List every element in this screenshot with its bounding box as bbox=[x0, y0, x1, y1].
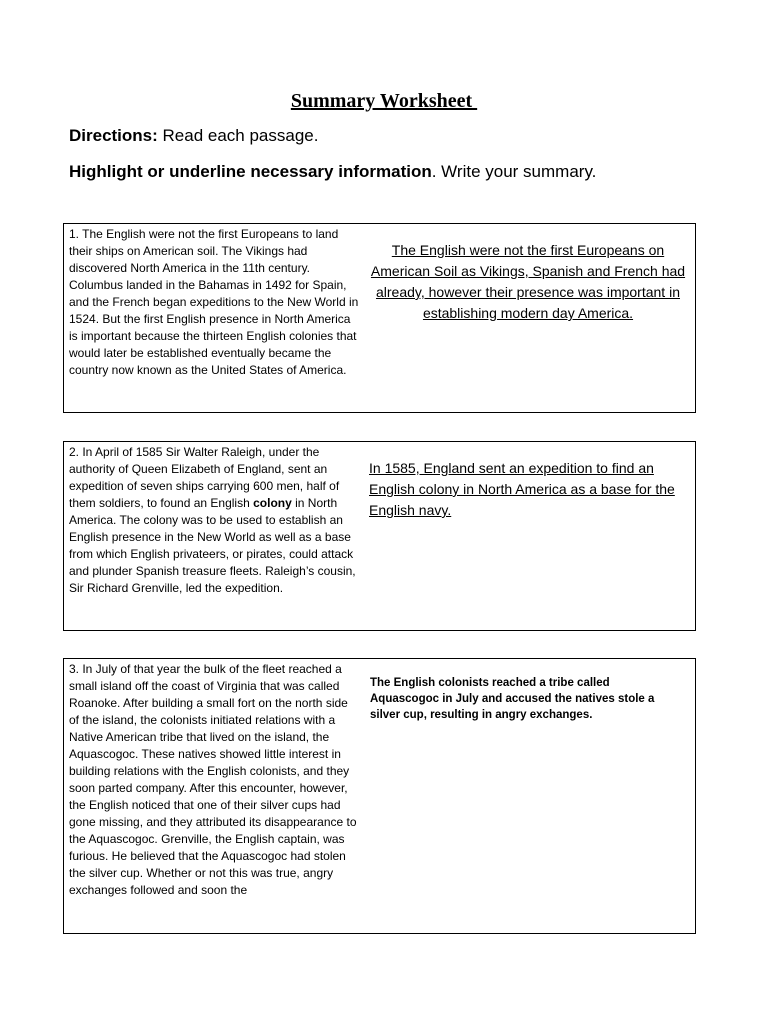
passage-2-bold-word: colony bbox=[253, 496, 292, 510]
passage-text-2 bbox=[69, 444, 359, 597]
instructions-text: . Write your summary. bbox=[431, 162, 597, 181]
passage-text-1: 1. The English were not the first Europeans to land their ships on American soil. The Vikings had discovered North America in the 11th century. Columbus landed in the Bahamas in 1492 for Spain, and the French began expeditions to the New World in 1524. But the first English presence in North America is important because the thirteen English colonies that would later be established eventually became the country now known as the United States of America. bbox=[69, 227, 359, 377]
instructions-line bbox=[69, 160, 729, 184]
passage-2-part-2: in North America. The colony was to be used to establish an English presence in the New World as well as a base from which English privateers, or pirates, could attack and plunder Spanish treasure fleets. Raleigh’s cousin, Sir Richard Grenville, led the expedition. bbox=[69, 496, 356, 595]
passage-2-part-1: 2. In April of 1585 Sir Walter Raleigh, under the authority of Queen Elizabeth of England, sent an expedition of seven ships carrying 600 men, half of them soldiers, to found an English bbox=[69, 445, 340, 510]
instructions-bold: Highlight or underline necessary information bbox=[69, 162, 432, 181]
passage-box-1 bbox=[63, 223, 696, 413]
passage-text-3: 3. In July of that year the bulk of the fleet reached a small island off the coast of Virginia that was called Roanoke. After building a small fort on the north side of the island, the colonists initiated relations with a Native American tribe that lived on the island, the Aquascogoc. These natives showed little interest in building relations with the English colonists, and they soon parted company. After this encounter, however, the English noticed that one of their silver cups had gone missing, and they attributed its disappearance to the Aquascogoc. Grenville, the English captain, was furious. He believed that the Aquascogoc had stolen the silver cup. Whether or not this was true, angry exchanges followed and soon the bbox=[69, 662, 357, 897]
directions-text: Read each passage. bbox=[157, 126, 319, 145]
page-title: Summary Worksheet bbox=[290, 90, 478, 112]
passage-box-3 bbox=[63, 658, 696, 934]
directions-line bbox=[69, 124, 729, 148]
passage-box-2 bbox=[63, 441, 696, 631]
summary-text-3[interactable]: The English colonists reached a tribe called Aquascogoc in July and accused the natives stole a silver cup, resulting in angry exchanges. bbox=[370, 677, 655, 721]
summary-text-2[interactable]: In 1585, England sent an expedition to find an English colony in North America as a base for the English navy. bbox=[369, 460, 675, 518]
summary-text-1[interactable]: The English were not the first Europeans on American Soil as Vikings, Spanish and French had already, however their presence was important in establishing modern day America. bbox=[370, 242, 686, 321]
directions-label: Directions: bbox=[69, 126, 158, 145]
